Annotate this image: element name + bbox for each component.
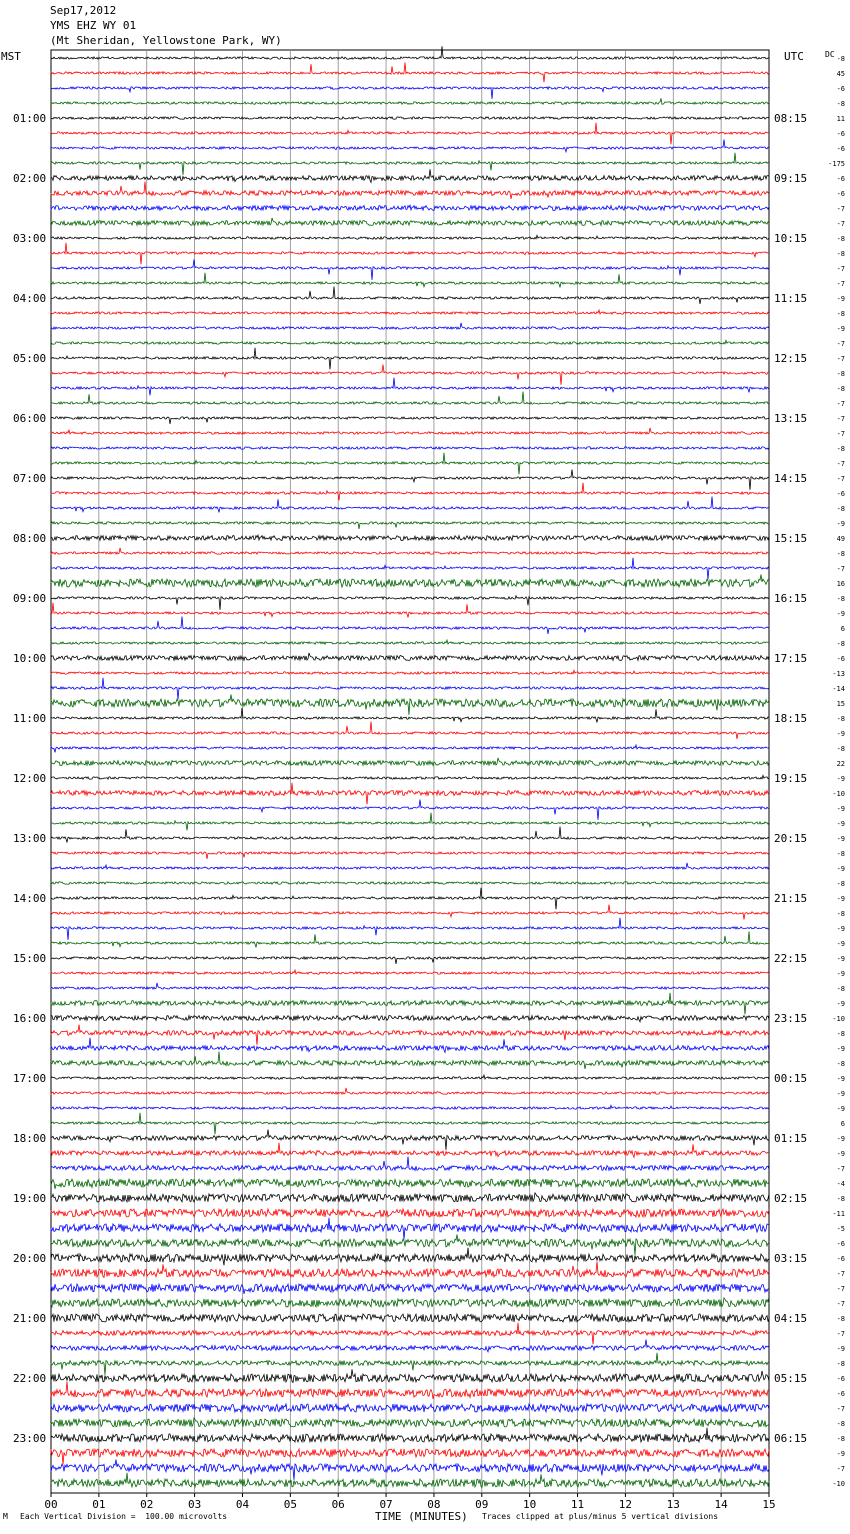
dc-offset-label: -8 (836, 55, 845, 63)
dc-offset-label: -9 (836, 1450, 845, 1458)
seismic-trace (51, 470, 769, 490)
seismic-trace (51, 1016, 769, 1022)
seismic-trace (51, 447, 769, 449)
dc-offset-label: -9 (836, 925, 845, 933)
seismic-trace (51, 428, 769, 434)
utc-hour-label: 14:15 (774, 472, 808, 485)
dc-offset-label: -7 (836, 1300, 845, 1308)
seismic-trace (51, 1284, 769, 1294)
dc-offset-label: 6 (840, 1120, 845, 1128)
dc-offset-label: -175 (828, 160, 845, 168)
dc-offset-label: -7 (836, 1465, 845, 1473)
mst-hour-label: 13:00 (13, 832, 47, 845)
dc-offset-label: -8 (836, 1060, 845, 1068)
dc-offset-label: -7 (836, 400, 845, 408)
dc-offset-label: -6 (836, 85, 845, 93)
utc-hour-label: 13:15 (774, 412, 808, 425)
dc-offset-label: -7 (836, 1165, 845, 1173)
dc-offset-label: -7 (836, 1330, 845, 1338)
x-tick-label: 08 (427, 1498, 441, 1511)
mst-hour-label: 05:00 (13, 352, 47, 365)
seismic-trace (51, 1025, 769, 1045)
mst-hour-label: 22:00 (13, 1372, 47, 1385)
mst-hour-label: 01:00 (13, 112, 47, 125)
mst-hour-label: 10:00 (13, 652, 47, 665)
x-tick-label: 10 (523, 1498, 537, 1511)
seismic-trace (51, 205, 769, 210)
seismic-trace (51, 1248, 769, 1266)
dc-offset-label: -8 (836, 235, 845, 243)
mst-hour-label: 03:00 (13, 232, 47, 245)
dc-offset-label: -8 (836, 370, 845, 378)
dc-offset-label: -8 (836, 1195, 845, 1203)
seismic-trace (51, 310, 769, 314)
seismic-trace (51, 1323, 769, 1345)
dc-offset-label: -8 (836, 880, 845, 888)
dc-offset-label: -6 (836, 130, 845, 138)
dc-offset-label: -6 (836, 190, 845, 198)
seismic-trace (51, 1088, 769, 1094)
dc-offset-label: -9 (836, 1150, 845, 1158)
mst-hour-label: 17:00 (13, 1072, 47, 1085)
mst-hour-label: 16:00 (13, 1012, 47, 1025)
seismic-trace (51, 775, 769, 779)
seismic-trace (51, 1052, 769, 1069)
dc-offset-label: -8 (836, 1435, 845, 1443)
dc-offset-label: -9 (836, 835, 845, 843)
x-tick-label: 14 (714, 1498, 728, 1511)
mst-hour-label: 18:00 (13, 1132, 47, 1145)
dc-offset-label: -4 (836, 1180, 845, 1188)
header-date: Sep17,2012 (50, 4, 117, 17)
seismic-trace (51, 117, 769, 119)
x-axis-title: TIME (MINUTES) (375, 1510, 468, 1523)
seismic-trace (51, 1218, 769, 1240)
seismic-trace (51, 932, 769, 948)
dc-offset-label: -8 (836, 910, 845, 918)
dc-offset-label: -8 (836, 445, 845, 453)
dc-offset-label: -8 (836, 385, 845, 393)
utc-hour-label: 21:15 (774, 892, 808, 905)
dc-offset-label: -7 (836, 205, 845, 213)
left-axis-label: MST (1, 50, 21, 63)
dc-offset-label: -8 (836, 505, 845, 513)
plot-frame (51, 50, 769, 1493)
dc-offset-label: -7 (836, 415, 845, 423)
dc-offset-label: -10 (832, 1480, 845, 1488)
clip-note: Traces clipped at plus/minus 5 vertical divisions (482, 1512, 719, 1521)
dc-offset-label: -9 (836, 730, 845, 738)
dc-offset-label: -8 (836, 1030, 845, 1038)
dc-offset-label: -8 (836, 250, 845, 258)
seismic-trace (51, 640, 769, 644)
x-tick-label: 05 (283, 1498, 297, 1511)
seismic-trace (51, 235, 769, 239)
dc-offset-label: -9 (836, 325, 845, 333)
dc-label: DC (825, 50, 835, 59)
dc-offset-label: -9 (836, 1135, 845, 1143)
seismic-trace (51, 378, 769, 396)
seismic-trace (51, 758, 769, 766)
seismic-trace (51, 453, 769, 475)
seismic-trace (51, 1473, 769, 1488)
seismic-trace (51, 970, 769, 974)
dc-offset-label: -10 (832, 790, 845, 798)
x-tick-label: 07 (379, 1498, 393, 1511)
x-tick-label: 13 (666, 1498, 680, 1511)
utc-hour-label: 22:15 (774, 952, 808, 965)
dc-offset-label: 45 (836, 70, 845, 78)
dc-offset-label: 11 (836, 115, 845, 123)
seismic-trace (51, 365, 769, 385)
dc-offset-label: -6 (836, 1240, 845, 1248)
dc-offset-label: -7 (836, 280, 845, 288)
seismic-trace (51, 348, 769, 370)
dc-offset-label: -8 (836, 640, 845, 648)
seismic-trace (51, 1235, 769, 1255)
dc-offset-label: 15 (836, 700, 845, 708)
seismic-trace (51, 1314, 769, 1322)
seismic-trace (51, 575, 769, 588)
mst-hour-label: 15:00 (13, 952, 47, 965)
dc-offset-label: -8 (836, 1420, 845, 1428)
seismic-trace (51, 63, 769, 83)
dc-offset-label: -7 (836, 1270, 845, 1278)
dc-offset-label: -7 (836, 355, 845, 363)
x-tick-label: 02 (140, 1498, 154, 1511)
mst-hour-label: 21:00 (13, 1312, 47, 1325)
seismic-trace (51, 1130, 769, 1150)
mst-hour-label: 09:00 (13, 592, 47, 605)
seismic-trace (51, 1369, 769, 1382)
dc-offset-label: -9 (836, 820, 845, 828)
seismic-trace (51, 653, 769, 661)
seismic-trace (51, 1113, 769, 1135)
dc-offset-label: -9 (836, 1000, 845, 1008)
seismic-trace (51, 918, 769, 940)
dc-offset-label: 6 (840, 625, 845, 633)
seismic-trace (51, 993, 769, 1015)
mst-hour-label: 07:00 (13, 472, 47, 485)
seismic-trace (51, 140, 769, 152)
seismic-trace (51, 1105, 769, 1109)
utc-hour-label: 19:15 (774, 772, 808, 785)
seismic-trace (51, 1075, 769, 1079)
dc-offset-label: 16 (836, 580, 845, 588)
dc-offset-label: -6 (836, 655, 845, 663)
dc-offset-label: -9 (836, 895, 845, 903)
mst-hour-label: 08:00 (13, 532, 47, 545)
dc-offset-label: -8 (836, 745, 845, 753)
seismic-trace (51, 708, 769, 723)
dc-offset-label: -8 (836, 550, 845, 558)
dc-offset-label: -8 (836, 1315, 845, 1323)
dc-offset-label: -8 (836, 985, 845, 993)
dc-offset-label: -11 (832, 1210, 845, 1218)
dc-offset-label: -8 (836, 850, 845, 858)
dc-offset-label: -9 (836, 955, 845, 963)
x-tick-label: 03 (187, 1498, 202, 1511)
mst-hour-label: 14:00 (13, 892, 47, 905)
seismic-trace (51, 722, 769, 739)
seismic-trace (51, 1353, 769, 1375)
utc-hour-label: 00:15 (774, 1072, 808, 1085)
seismic-trace (51, 888, 769, 910)
x-tick-label: 01 (92, 1498, 106, 1511)
seismic-trace (51, 483, 769, 501)
seismic-trace (51, 273, 769, 288)
seismic-trace (51, 800, 769, 820)
seismic-trace (51, 392, 769, 405)
dc-offset-label: -9 (836, 865, 845, 873)
utc-hour-label: 11:15 (774, 292, 808, 305)
utc-hour-label: 12:15 (774, 352, 808, 365)
dc-offset-label: -9 (836, 1105, 845, 1113)
seismic-trace (51, 287, 769, 304)
dc-offset-label: -6 (836, 175, 845, 183)
seismic-trace (51, 548, 769, 554)
corner-mark: M (3, 1512, 8, 1521)
seismic-trace (51, 1209, 769, 1217)
dc-offset-label: -7 (836, 1285, 845, 1293)
x-tick-label: 04 (235, 1498, 250, 1511)
seismic-trace (51, 983, 769, 989)
utc-hour-label: 20:15 (774, 832, 808, 845)
seismic-trace (51, 323, 769, 329)
utc-hour-label: 06:15 (774, 1432, 808, 1445)
dc-offset-label: -13 (832, 670, 845, 678)
dc-offset-label: -9 (836, 1045, 845, 1053)
seismic-trace (51, 670, 769, 674)
utc-hour-label: 17:15 (774, 652, 808, 665)
scale-note: Each Vertical Division = 100.00 microvolts (20, 1512, 228, 1521)
dc-offset-label: -7 (836, 565, 845, 573)
seismic-trace (51, 1428, 769, 1442)
x-tick-label: 11 (570, 1498, 585, 1511)
dc-offset-label: 22 (836, 760, 845, 768)
utc-hour-label: 18:15 (774, 712, 808, 725)
seismic-trace (51, 905, 769, 920)
seismic-trace (51, 260, 769, 280)
seismic-trace (51, 558, 769, 580)
utc-hour-label: 08:15 (774, 112, 808, 125)
seismic-trace (51, 1179, 769, 1189)
dc-offset-label: -8 (836, 310, 845, 318)
dc-offset-label: -5 (836, 1225, 845, 1233)
seismic-trace (51, 1038, 769, 1053)
seismic-trace (51, 957, 769, 964)
dc-offset-label: -9 (836, 610, 845, 618)
dc-offset-label: -14 (832, 685, 845, 693)
mst-hour-label: 19:00 (13, 1192, 47, 1205)
dc-offset-label: -7 (836, 220, 845, 228)
dc-offset-label: -6 (836, 145, 845, 153)
seismic-trace (51, 522, 769, 529)
x-tick-label: 09 (475, 1498, 489, 1511)
dc-offset-label: -8 (836, 1360, 845, 1368)
seismic-trace (51, 1418, 769, 1427)
x-tick-label: 00 (44, 1498, 58, 1511)
mst-hour-label: 11:00 (13, 712, 47, 725)
utc-hour-label: 23:15 (774, 1012, 808, 1025)
seismic-trace (51, 153, 769, 175)
utc-hour-label: 01:15 (774, 1132, 808, 1145)
seismic-trace (51, 617, 769, 634)
mst-hour-label: 02:00 (13, 172, 47, 185)
dc-offset-label: -6 (836, 1375, 845, 1383)
seismic-trace (51, 1298, 769, 1307)
dc-offset-label: -8 (836, 595, 845, 603)
dc-offset-label: -6 (836, 490, 845, 498)
dc-offset-label: -9 (836, 1345, 845, 1353)
seismic-trace (51, 535, 769, 540)
mst-hour-label: 06:00 (13, 412, 47, 425)
dc-offset-label: -6 (836, 1390, 845, 1398)
seismic-trace (51, 1143, 769, 1158)
seismic-trace (51, 182, 769, 199)
dc-offset-label: -9 (836, 775, 845, 783)
dc-offset-label: -9 (836, 805, 845, 813)
x-tick-label: 06 (331, 1498, 345, 1511)
seismic-trace (51, 169, 769, 182)
dc-offset-label: -9 (836, 520, 845, 528)
seismic-trace (51, 218, 769, 226)
utc-hour-label: 04:15 (774, 1312, 808, 1325)
seismic-trace (51, 1193, 769, 1202)
seismic-trace (51, 783, 769, 805)
utc-hour-label: 05:15 (774, 1372, 808, 1385)
seismic-trace (51, 340, 769, 344)
dc-offset-label: -7 (836, 460, 845, 468)
dc-offset-label: -7 (836, 475, 845, 483)
x-tick-label: 12 (618, 1498, 633, 1511)
utc-hour-label: 10:15 (774, 232, 808, 245)
dc-offset-label: -7 (836, 430, 845, 438)
seismic-trace (51, 87, 769, 99)
seismic-trace (51, 1262, 769, 1278)
seismic-trace (51, 678, 769, 700)
seismic-trace (51, 1460, 769, 1480)
dc-offset-label: -7 (836, 265, 845, 273)
dc-offset-label: -8 (836, 715, 845, 723)
dc-offset-label: -7 (836, 1405, 845, 1413)
seismic-trace (51, 1157, 769, 1171)
seismic-trace (51, 46, 769, 59)
mst-hour-label: 04:00 (13, 292, 47, 305)
x-tick-label: 15 (762, 1498, 776, 1511)
seismic-trace (51, 1404, 769, 1412)
dc-offset-label: -9 (836, 1075, 845, 1083)
seismic-trace (51, 98, 769, 104)
seismic-trace (51, 1382, 769, 1399)
seismic-trace (51, 882, 769, 884)
seismic-trace (51, 1340, 769, 1352)
seismic-trace (51, 123, 769, 145)
seismic-trace (51, 813, 769, 831)
dc-offset-label: 49 (836, 535, 845, 543)
mst-hour-label: 23:00 (13, 1432, 47, 1445)
seismic-trace (51, 863, 769, 869)
mst-hour-label: 12:00 (13, 772, 47, 785)
mst-hour-label: 20:00 (13, 1252, 47, 1265)
header-location: (Mt Sheridan, Yellowstone Park, WY) (50, 34, 282, 47)
seismic-trace (51, 852, 769, 859)
dc-offset-label: -6 (836, 1255, 845, 1263)
header-station: YMS EHZ WY 01 (50, 19, 137, 32)
seismic-trace (51, 243, 769, 265)
right-axis-label: UTC (784, 50, 804, 63)
utc-hour-label: 03:15 (774, 1252, 808, 1265)
dc-offset-label: -9 (836, 295, 845, 303)
dc-offset-label: -10 (832, 1015, 845, 1023)
seismic-trace (51, 1449, 769, 1464)
seismic-trace (51, 497, 769, 513)
dc-offset-label: -8 (836, 100, 845, 108)
utc-hour-label: 02:15 (774, 1192, 808, 1205)
dc-offset-label: -9 (836, 970, 845, 978)
dc-offset-label: -9 (836, 1090, 845, 1098)
utc-hour-label: 16:15 (774, 592, 808, 605)
seismic-trace (51, 695, 769, 715)
seismic-trace (51, 596, 769, 610)
seismic-trace (51, 827, 769, 843)
seismic-trace (51, 745, 769, 752)
utc-hour-label: 15:15 (774, 532, 808, 545)
utc-hour-label: 09:15 (774, 172, 808, 185)
dc-offset-label: -7 (836, 340, 845, 348)
seismic-trace (51, 603, 769, 618)
dc-offset-label: -9 (836, 940, 845, 948)
seismic-trace (51, 417, 769, 424)
